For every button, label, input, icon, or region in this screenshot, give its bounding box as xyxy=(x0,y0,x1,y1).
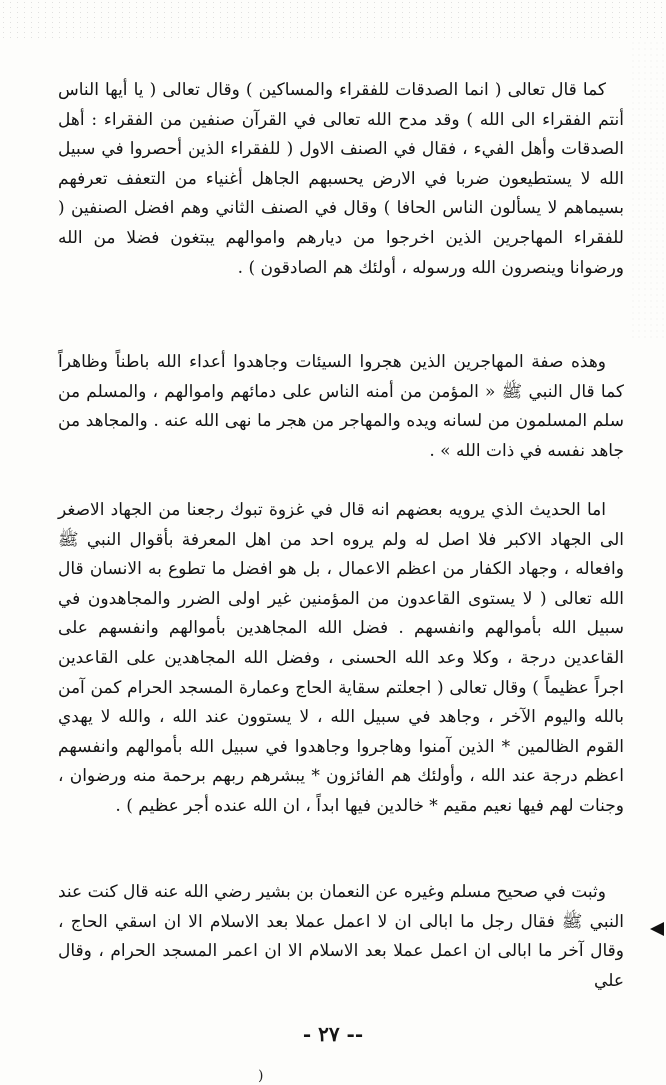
paragraph-2: وهذه صفة المهاجرين الذين هجروا السيئات وجاهدوا أعداء الله باطناً وظاهراً كما قال النبي ﷺ « المؤمن من أمنه الناس على دمائهم واموالهم ، والمسلم من سلم المسلمون من لسانه ويده والمهاجر من هجر ما نهى الله عنه . والمجاهد من جاهد نفسه في ذات الله » . xyxy=(58,352,624,461)
page-number: -- ٢٧ - xyxy=(302,1022,364,1046)
paragraph-3: اما الحديث الذي يرويه بعضهم انه قال في غزوة تبوك رجعنا من الجهاد الاصغر الى الجهاد الاكبر فلا اصل له ولم يروه احد من اهل المعرفة بأقوال النبي ﷺ وافعاله ، وجهاد الكفار من اعظم الاعمال ، بل هو افضل ما تطوع به الانسان قال الله تعالى ( لا يستوى القاعدون من المؤمنين غير اولى الضرر والمجاهدون في سبيل الله بأموالهم وانفسهم . فضل الله المجاهدين بأموالهم وانفسهم على القاعدين درجة ، وكلا وعد الله الحسنى ، وفضل الله المجاهدين على القاعدين اجراً عظيماً ) وقال تعالى ( اجعلتم سقاية الحاج وعمارة المسجد الحرام كمن آمن بالله واليوم الآخر ، وجاهد في سبيل الله ، لا يستوون عند الله ، والله لا يهدي القوم الظالمين * الذين آمنوا وهاجروا وجاهدوا في سبيل الله بأموالهم وانفسهم اعظم درجة عند الله ، وأولئك هم الفائزون * يبشرهم ربهم برحمة منه ورضوان ، وجنات لهم فيها نعيم مقيم * خالدين فيها ابداً ، ان الله عنده أجر عظيم ) . xyxy=(58,500,624,816)
bottom-mark: ) xyxy=(258,1068,264,1084)
scan-noise-top xyxy=(0,0,666,40)
margin-arrow-icon xyxy=(650,922,664,936)
paragraph-1: كما قال تعالى ( انما الصدقات للفقراء والمساكين ) وقال تعالى ( يا أيها الناس أنتم الفقراء الى الله ) وقد مدح الله تعالى في القرآن صنفين من الفقراء : أهل الصدقات وأهل الفيء ، فقال في الصنف الاول ( للفقراء الذين أحصروا في سبيل الله لا يستطيعون ضربا في الارض يحسبهم الجاهل أغنياء من التعفف تعرفهم بسيماهم لا يسألون الناس الحافا ) وقال في الصنف الثاني وهم افضل الصنفين ( للفقراء المهاجرين الذين اخرجوا من ديارهم واموالهم يبتغون فضلا من الله ورضوانا وينصرون الله ورسوله ، أولئك هم الصادقون ) . xyxy=(58,80,624,278)
scan-noise-right xyxy=(630,40,666,340)
paragraph-4: وثبت في صحيح مسلم وغيره عن النعمان بن بشير رضي الله عنه قال كنت عند النبي ﷺ فقال رجل ما ابالى ان لا اعمل عملا بعد الاسلام الا ان اسقي الحاج ، وقال آخر ما ابالى ان اعمل عملا بعد الاسلام الا ان اعمر المسجد الحرام ، وقال علي xyxy=(58,882,624,991)
